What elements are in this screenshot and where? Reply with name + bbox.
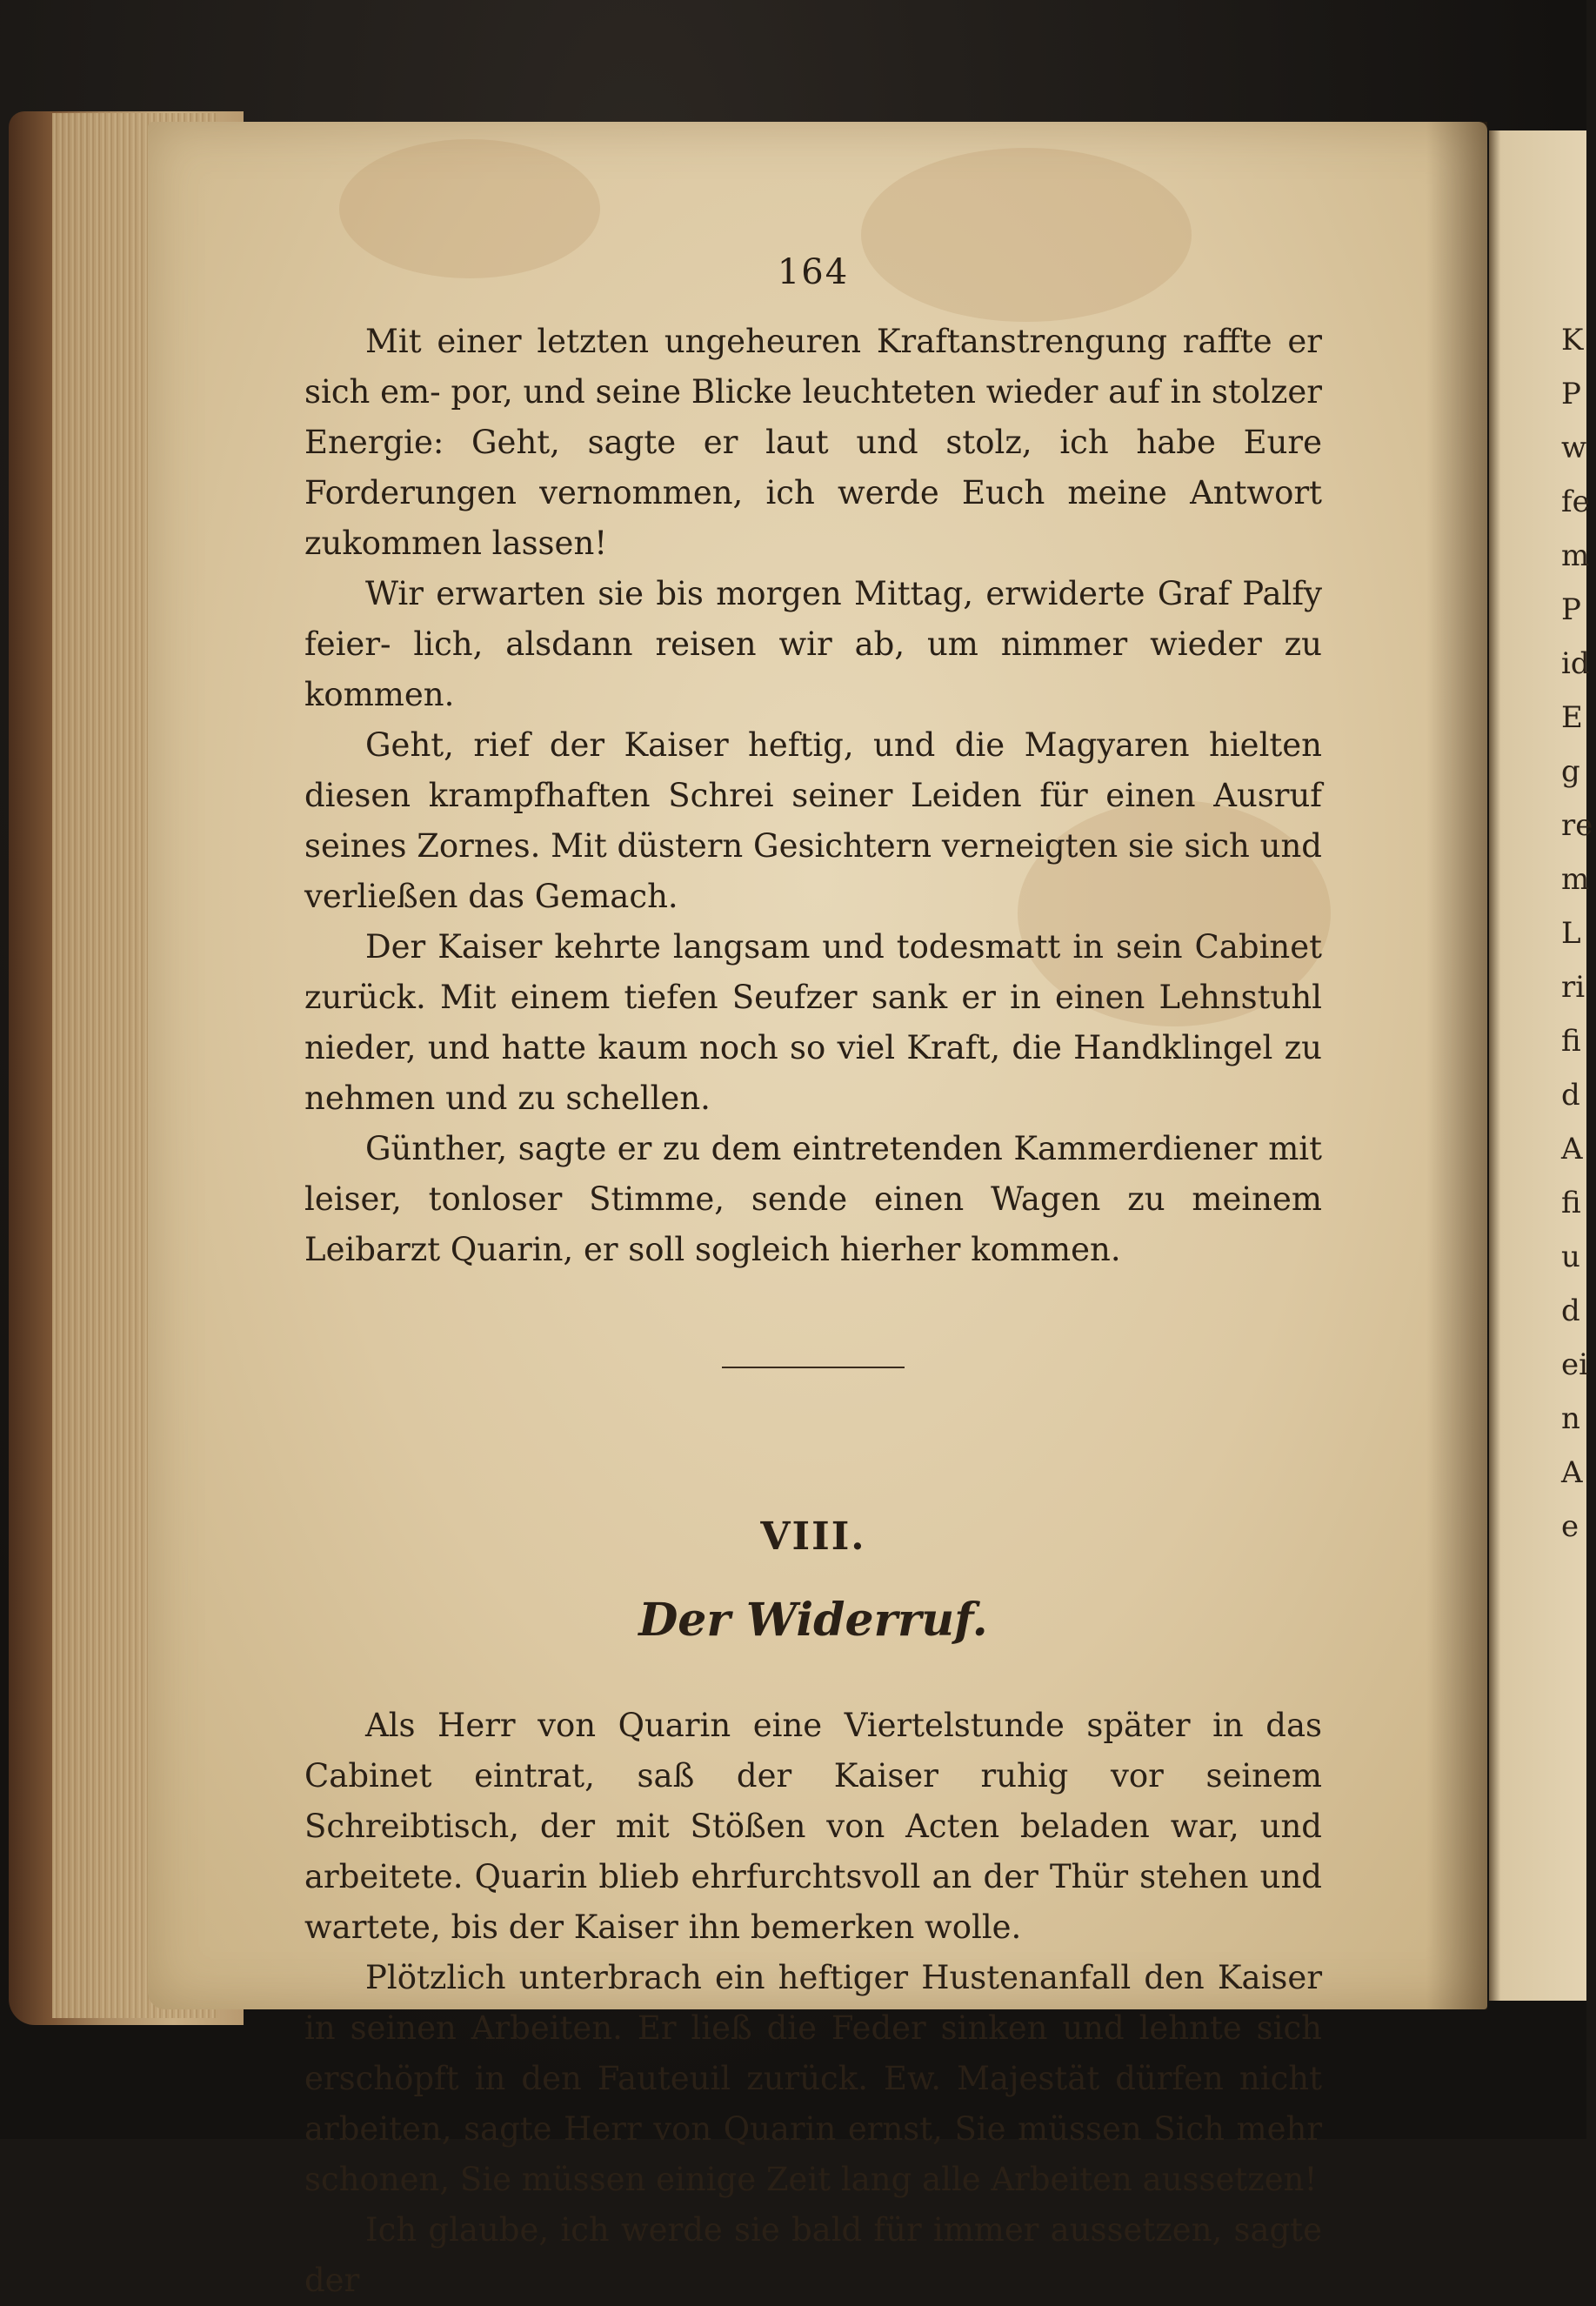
paragraph: Günther, sagte er zu dem eintretenden Kammerdiener mit leiser, tonloser Stimme, sende einen Wagen zu meinem Leibarzt Quarin, er soll sogleich hierher kommen. xyxy=(304,1130,1322,1268)
paragraph: Als Herr von Quarin eine Viertelstunde später in das Cabinet eintrat, saß der Kaiser ruhig vor seinem Schreibtisch, der mit Stößen von Acten beladen war, und arbeitete. Quarin blieb ehrfurchtsvoll an der Thür stehen und wartete, bis der Kaiser ihn bemerken wolle. xyxy=(304,1707,1322,1946)
next-page-fragment: d xyxy=(1561,1078,1580,1113)
chapter-number: VIII. xyxy=(760,1514,866,1559)
next-page-fragment: g xyxy=(1561,754,1580,789)
page-number: 164 xyxy=(777,252,850,292)
chapter-title: Der Widerruf. xyxy=(638,1594,988,1647)
next-page-fragment: m xyxy=(1561,862,1590,897)
next-page-fragment: m xyxy=(1561,538,1590,573)
next-page-fragment: P xyxy=(1561,377,1581,411)
next-page-fragment: w xyxy=(1561,431,1587,465)
text-block-after xyxy=(304,1701,1322,2306)
next-page-fragment: A xyxy=(1561,1455,1583,1490)
next-page-fragment: P xyxy=(1561,592,1581,627)
next-page-fragment: id xyxy=(1561,646,1590,681)
paragraph: Der Kaiser kehrte langsam und todesmatt in sein Cabinet zurück. Mit einem tiefen Seufzer sank er in einen Lehnstuhl nieder, und hatte kaum noch so viel Kraft, die Handklingel zu nehmen und zu schellen. xyxy=(304,928,1322,1117)
next-page-fragment: ei xyxy=(1561,1347,1588,1382)
paragraph: Mit einer letzten ungeheuren Kraftanstrengung raffte er sich em- por, und seine Blicke leuchteten wieder auf in stolzer Energie: Geht, sagte er laut und stolz, ich habe Eure Forderungen vernommen, ich werde Euch meine Antwort zukommen lassen! xyxy=(304,323,1322,562)
next-page-fragment: ri xyxy=(1561,970,1586,1005)
text-block-before xyxy=(304,317,1322,1275)
next-page-fragment: u xyxy=(1561,1240,1580,1274)
next-page-fragment: K xyxy=(1561,323,1584,358)
next-page-fragment: n xyxy=(1561,1401,1580,1436)
next-page-text xyxy=(1561,313,1596,1554)
next-page-fragment: fi xyxy=(1561,1024,1581,1059)
section-divider xyxy=(722,1367,905,1368)
page-content xyxy=(304,252,1322,2306)
next-page-fragment: L xyxy=(1561,916,1581,951)
next-page-fragment: E xyxy=(1561,700,1583,735)
page-gutter xyxy=(1426,122,1487,2009)
paragraph: Geht, rief der Kaiser heftig, und die Magyaren hielten diesen krampfhaften Schrei seiner Leiden für einen Ausruf seines Zornes. Mit düstern Gesichtern verneigten sie sich und verließen das Gemach. xyxy=(304,726,1322,915)
next-page-fragment: fi xyxy=(1561,1186,1581,1220)
next-page-fragment: e xyxy=(1561,1509,1579,1544)
next-page-fragment: re xyxy=(1561,808,1593,843)
next-page-fragment: A xyxy=(1561,1132,1583,1166)
next-page-fragment: d xyxy=(1561,1293,1580,1328)
paragraph: Wir erwarten sie bis morgen Mittag, erwiderte Graf Palfy feier- lich, alsdann reisen wir ab, um nimmer wieder zu kommen. xyxy=(304,575,1322,713)
paragraph: Plötzlich unterbrach ein heftiger Hustenanfall den Kaiser in seinen Arbeiten. Er ließ die Feder sinken und lehnte sich erschöpft in den Fauteuil zurück. Ew. Majestät dürfen nicht arbeiten, sagte Herr von Quarin ernst, Sie müssen Sich mehr schonen, Sie müssen einige Zeit lang alle Arbeiten aussetzen! xyxy=(304,1959,1322,2198)
next-page-fragment: fe xyxy=(1561,485,1590,519)
paragraph: Ich glaube, ich werde sie bald für immer aussetzen, sagte der xyxy=(304,2211,1322,2299)
